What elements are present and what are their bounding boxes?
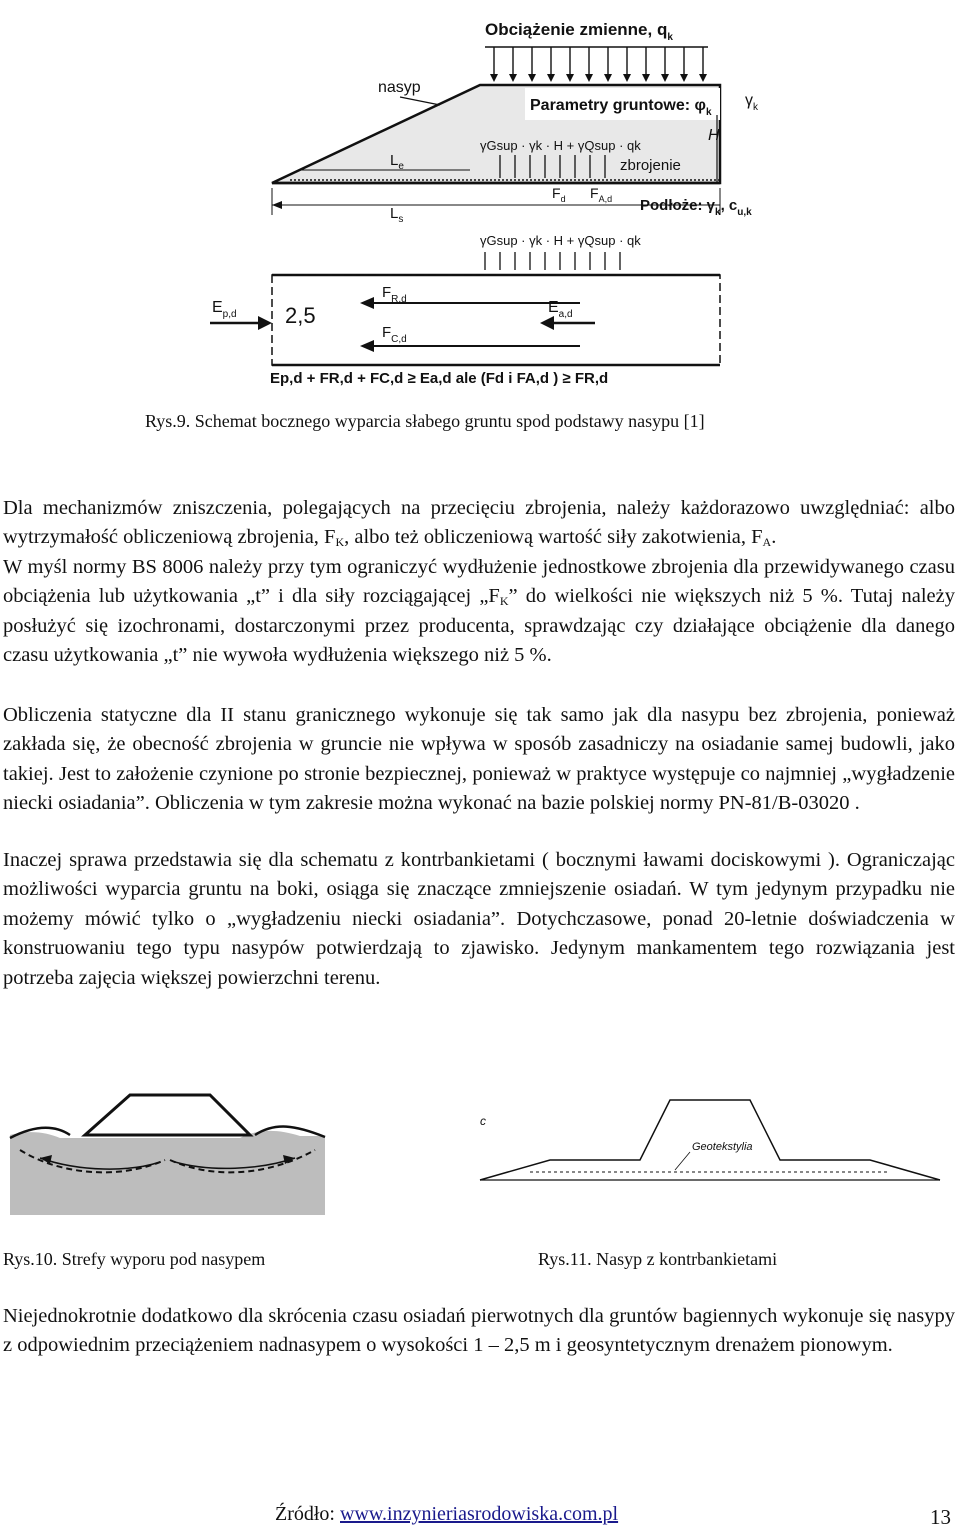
svg-text:Fd: $F_d$ xyxy=(552,185,566,204)
figure-9-diagram xyxy=(200,0,800,400)
svg-text:Obciążenie zmienne, qk: Obciążenie zmienne, $q_k$ xyxy=(485,20,673,43)
svg-text:FR,d: $F_{R,d}$ xyxy=(382,284,407,305)
svg-text:2,5: 2,5 xyxy=(285,303,316,328)
figure-11-diagram xyxy=(470,1080,950,1210)
svg-text:H: H xyxy=(708,127,720,144)
fig9-formula-bottom: Ep,d + FR,d + FC,d ≥ Ea,d ale (Fd i FA,d ) ≥ FR,d xyxy=(270,370,609,387)
svg-text:γGsup · γk · H + γQsup · qk: γGsup · γk · H + γQsup · qk xyxy=(480,138,641,153)
page-number: 13 xyxy=(930,1505,951,1529)
caption-fig9: Rys.9. Schemat bocznego wyparcia słabego gruntu spod podstawy nasypu [1] xyxy=(145,411,705,431)
paragraph-3: Obliczenia statyczne dla II stanu granicznego wykonuje się tak samo jak dla nasypu bez zbrojenia, ponieważ zakłada się, że obecność zbrojenia w gruncie nie wpływa w sposób zasadniczy na osiadanie samej budowli, jako takiej. Jest to założenie czynione po stronie bezpiecznej, ponieważ w praktyce występuje co najmniej „wygładzenie niecki osiadania”. Obliczenia w tym zakresie można wykonać na bazie polskiej normy PN-81/B-03020 . xyxy=(3,704,955,815)
caption-fig10: Rys.10. Strefy wyporu pod nasypem xyxy=(3,1249,266,1269)
svg-text:Podłoże: γk, cu,k: Podłoże: $\gamma_k$, $c_{u,k}$ xyxy=(640,197,752,218)
svg-text:Parametry gruntowe: φk: Parametry gruntowe: $\varphi_k$ xyxy=(530,97,712,118)
svg-text:c: c xyxy=(480,1114,486,1128)
svg-text:Le: $L_e$ xyxy=(390,152,404,172)
svg-text:Geotekstylia: Geotekstylia xyxy=(692,1141,753,1153)
footer-source: Źródło: www.inzynieriasrodowiska.com.pl xyxy=(275,1503,619,1525)
fig9-title-top: Obciążenie zmienne, q xyxy=(485,20,668,39)
paragraph-4: Inaczej sprawa przedstawia się dla schematu z kontrbankietami ( bocznymi ławami dociskowymi ). Ograniczając możliwości wyparcia gruntu na boki, osiąga się znaczące zmniejszenie osiadań. W tym jedynym przypadku nie możemy mówić tylko o „wygładzeniu niecki osiadania”. Dotychczasowe, ponad 20-letnie doświadczenia w konstruowaniu tego typu nasypów potwierdzają to zjawisko. Jedynym mankamentem tego rozwiązania jest potrzeba zajęcia większej powierzchni terenu. xyxy=(3,849,955,989)
paragraph-2: W myśl normy BS 8006 należy przy tym ograniczyć wydłużenie jednostkowe zbrojenia dla przewidywanego czasu obciążenia lub użytkowania „t” i dla siły rozciągającej $„F_K$” do wielkości nie większych niż 5 %. Tutaj należy posłużyć się izochronami, dostarczonymi przez producenta, sprawdzając czy działające obciążenie dla danego czasu użytkowania „t” nie wywoła wydłużenia większego niż 5 %. xyxy=(3,556,955,667)
caption-fig11: Rys.11. Nasyp z kontrbankietami xyxy=(538,1249,778,1269)
svg-text:Ea,d: $E_{a,d}$ xyxy=(548,299,573,320)
footer-link[interactable]: www.inzynieriasrodowiska.com.pl xyxy=(340,1503,619,1525)
svg-text:FA,d: $F_{A,d}$ xyxy=(590,185,613,204)
svg-text:Ls: $L_s$ xyxy=(390,205,404,225)
svg-text:zbrojenie: zbrojenie xyxy=(620,157,681,174)
figure-10-diagram xyxy=(0,1080,330,1220)
fig9-label-nasyp: nasyp xyxy=(378,79,421,96)
load-arrows-top xyxy=(494,47,703,80)
paragraph-5: Niejednokrotnie dodatkowo dla skrócenia czasu osiadań pierwotnych dla gruntów bagiennych wykonuje się nasypy z odpowiednim przeciążeniem nadnasypem o wysokości 1 – 2,5 m i geosyntetycznym drenażem pionowym. xyxy=(3,1305,955,1357)
fig9-gamma: $\gamma_k$ xyxy=(745,92,758,113)
paragraph-1: Dla mechanizmów zniszczenia, polegających na przecięciu zbrojenia, należy każdorazowo uwzględniać: albo wytrzymałość obliczeniową zbrojenia, $F_K$, albo też obliczeniową wartość siły zakotwienia, $F_A$. xyxy=(3,497,955,550)
svg-text:Ep,d: $E_{p,d}$ xyxy=(212,299,237,320)
svg-text:FC,d: $F_{C,d}$ xyxy=(382,324,407,345)
fig9-formula-load: γGsup · γk · H + γQsup · qk xyxy=(480,233,641,248)
